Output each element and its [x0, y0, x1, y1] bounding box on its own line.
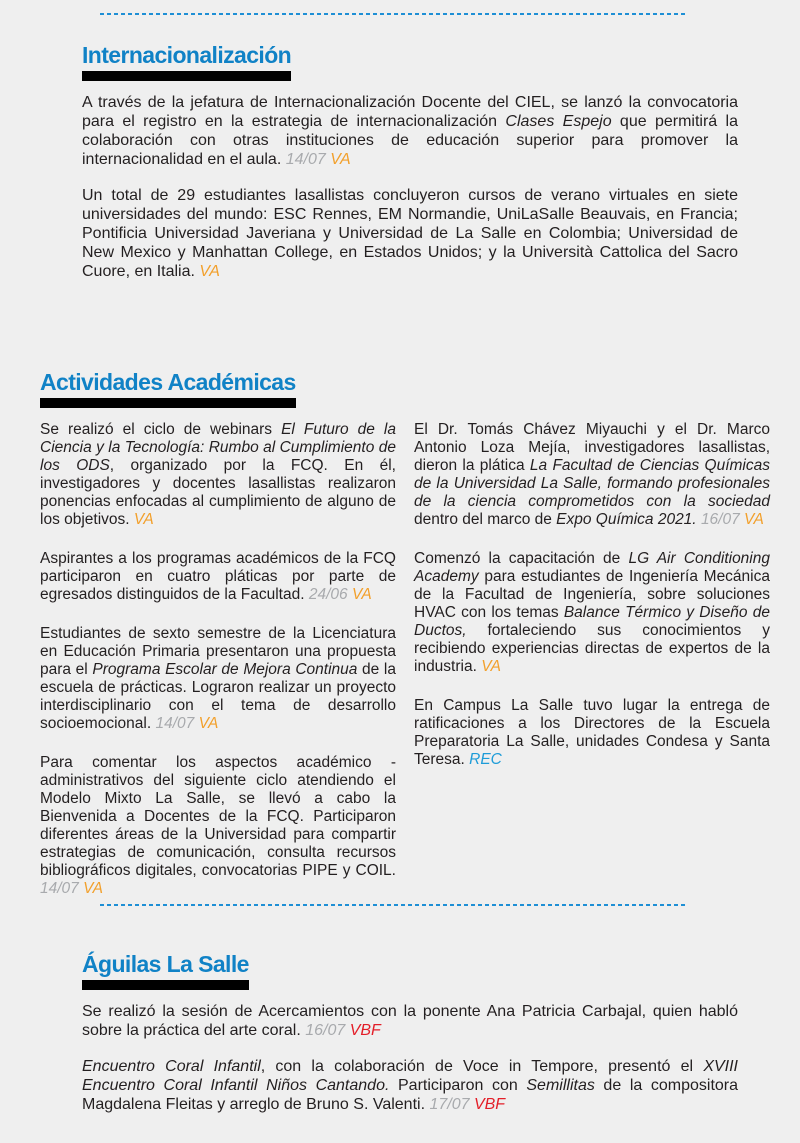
text-segment: , con la colaboración de Voce in Tempore, presentó el: [260, 1058, 704, 1075]
text-segment: Balance Térmico y Diseño de Ductos,: [414, 604, 770, 639]
title-underline-bar: [40, 398, 296, 408]
text-segment: En Campus La Salle tuvo lugar la entrega de ratificaciones a los Directores de la Escuela Preparatoria La Salle, unidades Condesa y Santa Teresa.: [414, 697, 770, 768]
paragraph: [82, 1057, 738, 1114]
text-segment: Semillitas: [526, 1077, 595, 1094]
text-segment: Comenzó la capacitación de: [414, 550, 629, 567]
right-column: [414, 421, 770, 898]
credit-tag: VBF: [473, 1096, 506, 1113]
paragraph: [40, 421, 396, 529]
date-stamp: 16/07: [700, 511, 745, 528]
credit-tag: VA: [83, 880, 103, 897]
paragraph: [40, 550, 396, 604]
date-stamp: 14/07: [155, 715, 199, 732]
paragraph: [82, 93, 738, 169]
text-segment: Clases Espejo: [505, 113, 612, 130]
credit-tag: VA: [198, 715, 219, 732]
title-underline-bar: [82, 71, 291, 81]
credit-tag: VA: [133, 511, 154, 528]
text-segment: fortaleciendo sus conocimientos y recibiendo experiencias directas de expertos de la industria.: [414, 622, 770, 675]
date-stamp: 16/07: [305, 1022, 350, 1039]
text-segment: A través de la jefatura de Internacionalización Docente del CIEL, se lanzó la convocatoria para el registro en la estrategia de internacionalización: [82, 94, 738, 130]
date-stamp: 14/07: [285, 151, 331, 168]
section-title: Internacionalización: [82, 42, 292, 68]
text-segment: El Dr. Tomás Chávez Miyauchi y el Dr. Marco Antonio Loza Mejía, investigadores lasallistas, dieron la plática: [414, 421, 770, 474]
section-header: [40, 369, 296, 408]
text-segment: Programa Escolar de Mejora Continua: [92, 661, 358, 678]
text-segment: Se realizó el ciclo de webinars: [40, 421, 282, 438]
text-segment: Aspirantes a los programas académicos de la FCQ participaron en cuatro pláticas por parte de egresados distinguidos de la Facultad.: [40, 550, 396, 603]
text-segment: de la compositora Magdalena Fleitas y arreglo de Bruno S. Valenti.: [82, 1077, 739, 1113]
section-actividades-academicas: [40, 369, 770, 898]
text-segment: LG Air Conditioning Academy: [414, 550, 770, 585]
two-column-layout: [40, 421, 770, 898]
paragraph: [414, 421, 770, 529]
text-segment: Para comentar los aspectos académico - administrativos del siguiente ciclo atendiendo el Modelo Mixto La Salle, se llevó a cabo la Bienvenida a Docentes de la FCQ. Participaron diferentes áreas de la Universidad para compartir estrategias de comunicación, consulta recursos bibliográficos digitales, convocatorias PIPE y COIL.: [40, 754, 396, 879]
credit-tag: VA: [199, 263, 220, 280]
paragraph: [414, 550, 770, 676]
text-segment: Un total de 29 estudiantes lasallistas concluyeron cursos de verano virtuales en siete universidades del mundo: ESC Rennes, EM Normandie, UniLaSalle Beauvais, en Francia; Pontificia Universidad Javeriana y Universidad de La Salle en Colombia; Universidad de New Mexico y Manhattan College, en Estados Unidos; y la Università Cattolica del Sacro Cuore, en Italia.: [82, 187, 738, 280]
credit-tag: REC: [469, 751, 502, 768]
text-segment: de la escuela de prácticas. Lograron realizar un proyecto interdisciplinario con el tema de desarrollo socioemocional.: [40, 661, 396, 732]
date-stamp: 14/07: [40, 880, 84, 897]
dotted-divider-top: [100, 13, 685, 15]
dotted-divider-middle: [100, 904, 685, 906]
credit-tag: VA: [330, 151, 351, 168]
credit-tag: VA: [351, 586, 372, 603]
section-internacionalizacion: [82, 42, 738, 298]
text-segment: Encuentro Coral Infantil: [82, 1058, 261, 1075]
paragraph: [40, 754, 396, 898]
section-aguilas-la-salle: [82, 951, 738, 1131]
credit-tag: VBF: [349, 1022, 381, 1039]
section-title: Águilas La Salle: [82, 951, 249, 977]
text-segment: Expo Química 2021.: [556, 511, 697, 528]
section-header: [82, 42, 291, 81]
text-segment: Se realizó la sesión de Acercamientos con la ponente Ana Patricia Carbajal, quien habló sobre la práctica del arte coral.: [82, 1003, 738, 1039]
paragraph: [40, 625, 396, 733]
credit-tag: VA: [744, 511, 764, 528]
text-segment: La Facultad de Ciencias Químicas de la Universidad La Salle, formando profesionales de la ciencia comprometidos con la sociedad: [414, 457, 770, 510]
text-segment: El Futuro de la Ciencia y la Tecnología: Rumbo al Cumplimiento de los ODS: [40, 421, 396, 474]
date-stamp: 17/07: [429, 1096, 474, 1113]
text-segment: que permitirá la colaboración con otras instituciones de educación superior para promover la internacionalidad en el aula.: [82, 113, 739, 168]
section-header: [82, 951, 249, 990]
text-segment: Estudiantes de sexto semestre de la Licenciatura en Educación Primaria presentaron una propuesta para el: [40, 625, 396, 678]
date-stamp: 24/06: [308, 586, 352, 603]
credit-tag: VA: [481, 658, 502, 675]
text-segment: para estudiantes de Ingeniería Mecánica de la Facultad de Ingeniería, sobre soluciones HVAC con los temas: [414, 568, 770, 621]
paragraph: [82, 186, 738, 281]
section-title: Actividades Académicas: [40, 369, 296, 395]
paragraph: [82, 1002, 738, 1040]
left-column: [40, 421, 396, 898]
text-segment: , organizado por la FCQ. En él, investigadores y docentes lasallistas realizaron ponencias enfocadas al cumplimiento de alguno de los objetivos.: [40, 457, 396, 528]
title-underline-bar: [82, 980, 249, 990]
paragraph: [414, 697, 770, 769]
text-segment: Participaron con: [389, 1077, 527, 1094]
text-segment: XVIII Encuentro Coral Infantil Niños Cantando.: [82, 1058, 738, 1094]
text-segment: dentro del marco de: [414, 511, 557, 528]
